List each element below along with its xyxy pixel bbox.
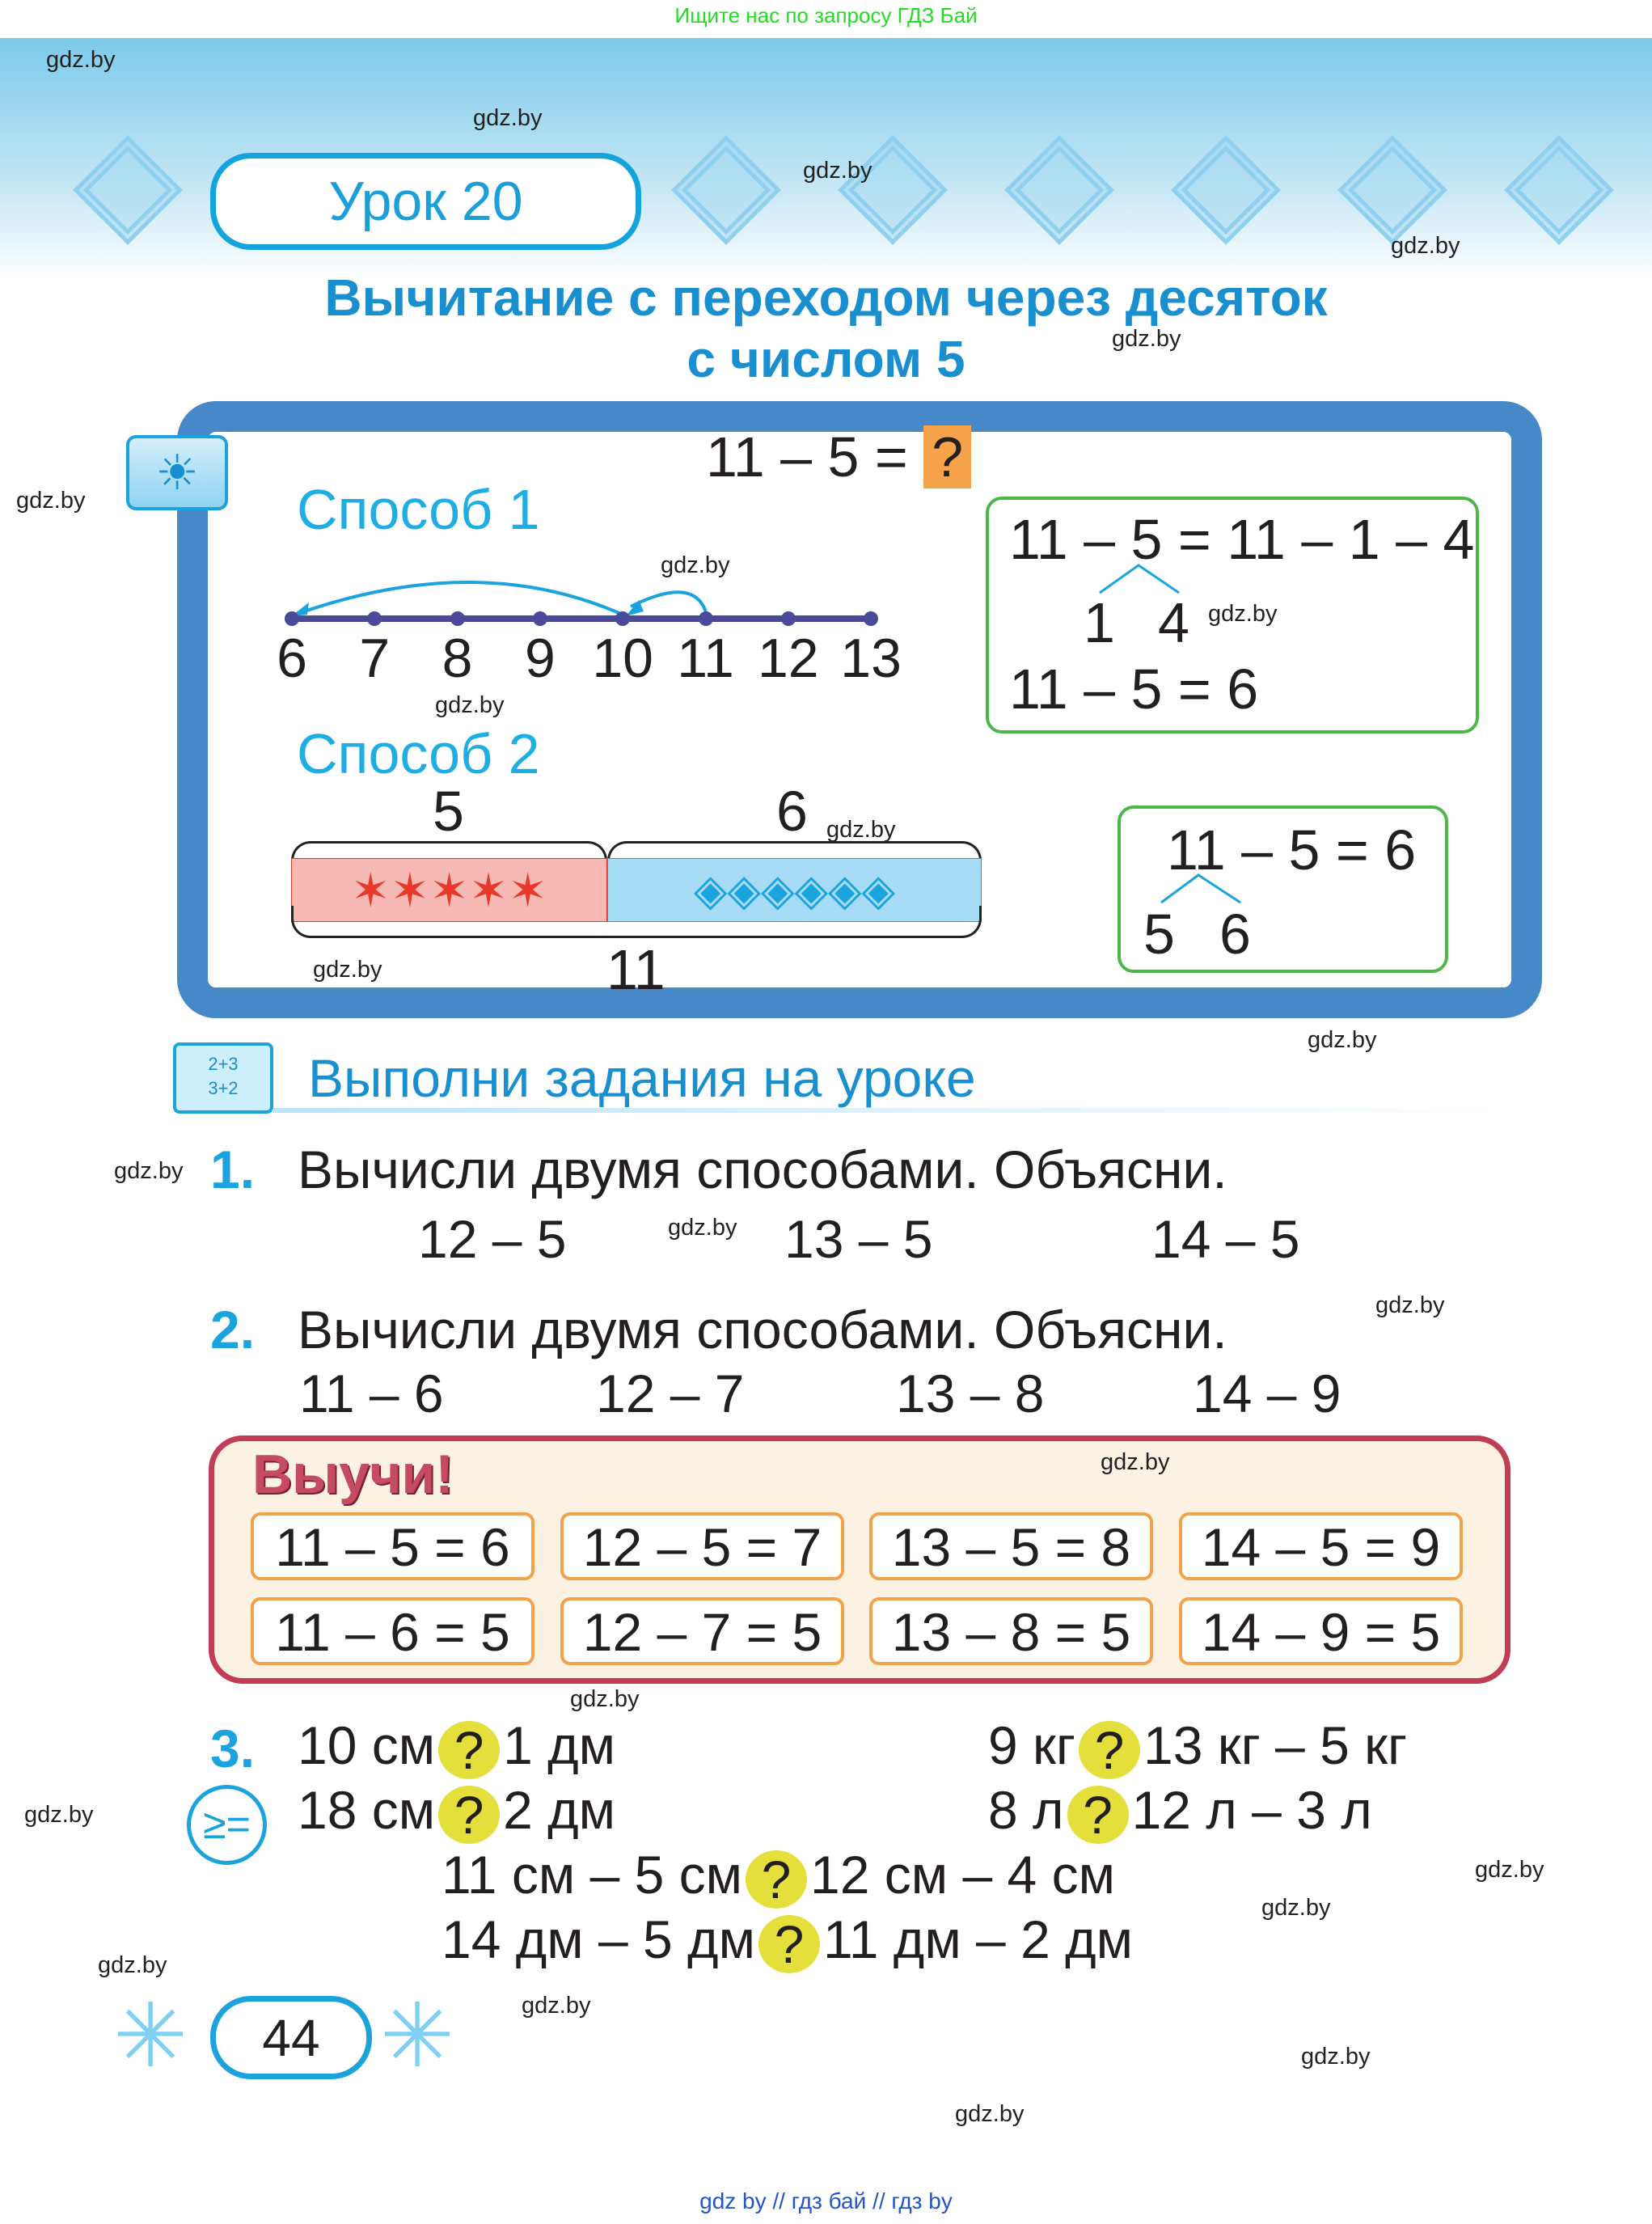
number-line-point xyxy=(285,611,299,626)
part-4: 4 xyxy=(1158,591,1189,654)
watermark: gdz.by xyxy=(1261,1895,1331,1921)
book-sun-icon: ☀ xyxy=(126,435,228,510)
watermark: gdz.by xyxy=(668,1215,737,1241)
fact-cell: 13 – 8 = 5 xyxy=(869,1597,1153,1665)
part-5: 5 xyxy=(1143,903,1175,966)
watermark: gdz.by xyxy=(1208,601,1278,627)
task1-item: 12 – 5 xyxy=(418,1209,567,1269)
question-circle[interactable]: ? xyxy=(1067,1786,1129,1844)
task2-item: 14 – 9 xyxy=(1193,1364,1341,1423)
blackboard-icon: 2+3 3+2 xyxy=(173,1042,273,1114)
footer-links[interactable]: gdz by // гдз бай // гдз by xyxy=(699,2188,953,2213)
compare-row: 10 см ? 1 дм xyxy=(298,1715,616,1780)
watermark: gdz.by xyxy=(16,488,86,514)
number-line-label: 13 xyxy=(840,628,902,689)
watermark: gdz.by xyxy=(1301,2044,1371,2070)
watermark: gdz.by xyxy=(803,158,872,184)
page-subtitle: с числом 5 xyxy=(687,330,965,388)
learn-title: Выучи! xyxy=(252,1444,454,1505)
watermark: gdz.by xyxy=(1308,1027,1377,1053)
question-circle[interactable]: ? xyxy=(438,1721,500,1779)
watermark: gdz.by xyxy=(435,692,505,718)
number-line-label: 9 xyxy=(524,628,556,689)
watermark: gdz.by xyxy=(98,1952,167,1978)
compare-row: 11 см – 5 см ? 12 см – 4 см xyxy=(442,1845,1115,1909)
page-number: 44 xyxy=(210,1996,372,2079)
watermark: gdz.by xyxy=(1101,1449,1170,1475)
watermark: gdz.by xyxy=(313,957,382,983)
task2-item: 11 – 6 xyxy=(299,1364,444,1423)
method1-result: 11 – 5 = 6 xyxy=(1009,657,1259,721)
method1-label: Способ 1 xyxy=(297,478,540,541)
number-line-point xyxy=(533,611,547,626)
section-title: Выполни задания на уроке xyxy=(308,1048,976,1108)
watermark: gdz.by xyxy=(955,2101,1025,2127)
split-lines xyxy=(1156,872,1253,904)
fact-cell: 11 – 5 = 6 xyxy=(251,1512,534,1580)
red-ornament-bar: ✶✶✶✶✶ xyxy=(291,858,607,922)
watermark: gdz.by xyxy=(570,1686,640,1712)
task1-item: 14 – 5 xyxy=(1151,1209,1300,1269)
task3-number: 3. xyxy=(210,1719,256,1778)
number-line-point xyxy=(864,611,878,626)
split-lines xyxy=(1092,562,1189,594)
part-6: 6 xyxy=(1219,903,1251,966)
fact-cell: 14 – 9 = 5 xyxy=(1179,1597,1463,1665)
method2-equation: 11 – 5 = 6 xyxy=(1167,818,1417,882)
number-line-label: 12 xyxy=(757,628,819,689)
brace-total xyxy=(291,906,982,938)
compare-row: 18 см ? 2 дм xyxy=(298,1780,616,1845)
compare-row: 8 л ? 12 л – 3 л xyxy=(988,1780,1372,1845)
number-line-label: 11 xyxy=(677,628,734,689)
fact-cell: 14 – 5 = 9 xyxy=(1179,1512,1463,1580)
compare-row: 9 кг ? 13 кг – 5 кг xyxy=(988,1715,1408,1780)
watermark: gdz.by xyxy=(24,1802,94,1828)
number-line-label: 8 xyxy=(442,628,473,689)
ornament-left xyxy=(89,142,167,239)
bar-right-count: 6 xyxy=(776,780,808,843)
watermark: gdz.by xyxy=(522,1993,591,2019)
blue-ornament-bar: ◈◈◈◈◈◈ xyxy=(607,858,982,922)
part-1: 1 xyxy=(1084,591,1115,654)
task2-item: 12 – 7 xyxy=(596,1364,745,1423)
fact-cell: 13 – 5 = 8 xyxy=(869,1512,1153,1580)
number-line-label: 10 xyxy=(592,628,653,689)
watermark: gdz.by xyxy=(1112,326,1181,352)
ornament-row xyxy=(687,142,1598,239)
question-circle[interactable]: ? xyxy=(438,1786,500,1844)
compare-icon: ≥= xyxy=(187,1785,267,1865)
top-banner[interactable]: Ищите нас по запросу ГДЗ Бай xyxy=(674,3,978,27)
number-line-label: 6 xyxy=(277,628,307,689)
number-line-label: 7 xyxy=(359,628,391,689)
compare-row: 14 дм – 5 дм ? 11 дм – 2 дм xyxy=(442,1909,1133,1974)
jump-arrows xyxy=(275,558,728,623)
task2-number: 2. xyxy=(210,1300,256,1359)
number-line-point xyxy=(699,611,713,626)
bar-total: 11 xyxy=(606,938,665,1001)
watermark: gdz.by xyxy=(1475,1857,1544,1883)
question-circle[interactable]: ? xyxy=(758,1915,820,1973)
fact-cell: 12 – 5 = 7 xyxy=(560,1512,844,1580)
watermark: gdz.by xyxy=(114,1158,184,1184)
watermark: gdz.by xyxy=(473,105,543,131)
task1-text: Вычисли двумя способами. Объясни. xyxy=(298,1139,1227,1199)
question-circle[interactable]: ? xyxy=(746,1850,807,1909)
question-circle[interactable]: ? xyxy=(1079,1721,1140,1779)
fact-cell: 12 – 7 = 5 xyxy=(560,1597,844,1665)
page-title: Вычитание с переходом через десяток xyxy=(324,268,1328,327)
task1-item: 13 – 5 xyxy=(784,1209,933,1269)
lesson-badge: Урок 20 xyxy=(210,153,641,250)
number-line-point xyxy=(450,611,465,626)
watermark: gdz.by xyxy=(661,552,730,578)
number-line-point xyxy=(781,611,796,626)
snowflake-icon: ✳ xyxy=(380,1986,455,2086)
task2-item: 13 – 8 xyxy=(896,1364,1045,1423)
method1-decomposition: 11 – 5 = 11 – 1 – 4 xyxy=(1009,508,1475,571)
watermark: gdz.by xyxy=(46,47,116,73)
task2-text: Вычисли двумя способами. Объясни. xyxy=(298,1300,1227,1359)
watermark: gdz.by xyxy=(1375,1292,1445,1318)
fact-cell: 11 – 6 = 5 xyxy=(251,1597,534,1665)
watermark: gdz.by xyxy=(826,817,896,843)
bar-left-count: 5 xyxy=(433,780,464,843)
snowflake-icon: ✳ xyxy=(113,1986,188,2086)
method2-label: Способ 2 xyxy=(297,722,540,785)
watermark: gdz.by xyxy=(1391,233,1460,259)
task1-number: 1. xyxy=(210,1139,256,1199)
example-expression: 11 – 5 = ? xyxy=(706,429,971,485)
